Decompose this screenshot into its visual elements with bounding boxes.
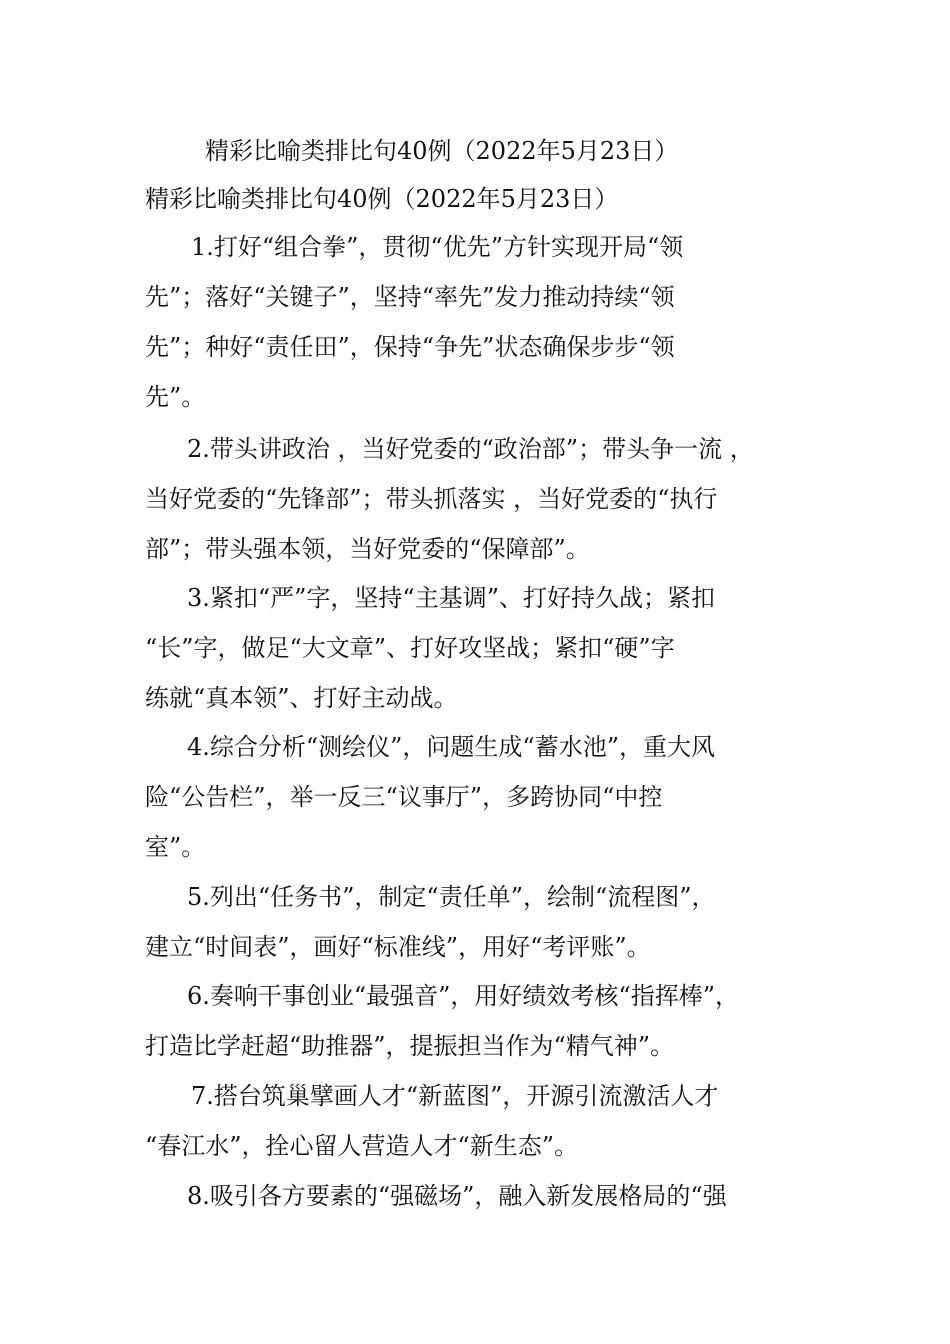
paragraph-line: “春江水”，拴心留人营造人才“新生态”。 <box>145 1132 579 1160</box>
paragraph-line: 3.紧扣“严”字，坚持“主基调”、打好持久战；紧扣 <box>187 584 715 612</box>
paragraph-3 <box>145 573 825 723</box>
document-title: 精彩比喻类排比句40例（2022年5月23日） <box>205 137 679 165</box>
paragraph-line: 1.打好“组合拳”，贯彻“优先”方针实现开局“领 <box>191 233 684 261</box>
paragraph-line: 2.带头讲政治 ，当好党委的“政治部”；带头争一流 ， <box>187 435 754 463</box>
paragraph-line: 5.列出“任务书”，制定“责任单”，绘制“流程图”， <box>187 883 716 911</box>
paragraph-line: 7.搭台筑巢擘画人才“新蓝图”，开源引流激活人才 <box>191 1082 719 1110</box>
paragraph-5 <box>145 872 825 972</box>
paragraph-line: 险“公告栏”，举一反三“议事厅”，多跨协同“中控 <box>145 783 663 811</box>
paragraph-8 <box>145 1171 825 1221</box>
document-subtitle: 精彩比喻类排比句40例（2022年5月23日） <box>145 185 619 213</box>
paragraph-line: 建立“时间表”，画好“标准线”，用好“考评账”。 <box>145 933 651 961</box>
paragraph-line: 8.吸引各方要素的“强磁场”，融入新发展格局的“强 <box>187 1182 727 1210</box>
paragraph-2 <box>145 424 825 574</box>
paragraph-line: 当好党委的“先锋部”；带头抓落实 ，当好党委的“执行 <box>145 485 718 513</box>
paragraph-line: 4.综合分析“测绘仪”，问题生成“蓄水池”，重大风 <box>187 733 715 761</box>
paragraph-line: 6.奏响干事创业“最强音”，用好绩效考核“指挥棒”， <box>187 982 739 1010</box>
paragraph-line: 先”；落好“关键子”，坚持“率先”发力推动持续“领 <box>145 283 675 311</box>
paragraph-line: 先”。 <box>145 383 206 411</box>
paragraph-line: 先”；种好“责任田”，保持“争先”状态确保步步“领 <box>145 333 675 361</box>
paragraph-line: 部”；带头强本领，当好党委的“保障部”。 <box>145 535 590 563</box>
paragraph-4 <box>145 722 825 872</box>
paragraph-line: 室”。 <box>145 833 206 861</box>
paragraph-1 <box>145 222 825 422</box>
paragraph-line: “长”字，做足“大文章”、打好攻坚战；紧扣“硬”字 <box>145 634 675 662</box>
paragraph-6 <box>145 971 825 1071</box>
paragraph-line: 练就“真本领”、打好主动战。 <box>145 684 458 712</box>
paragraph-7 <box>145 1071 825 1171</box>
paragraph-line: 打造比学赶超“助推器”，提振担当作为“精气神”。 <box>145 1032 675 1060</box>
